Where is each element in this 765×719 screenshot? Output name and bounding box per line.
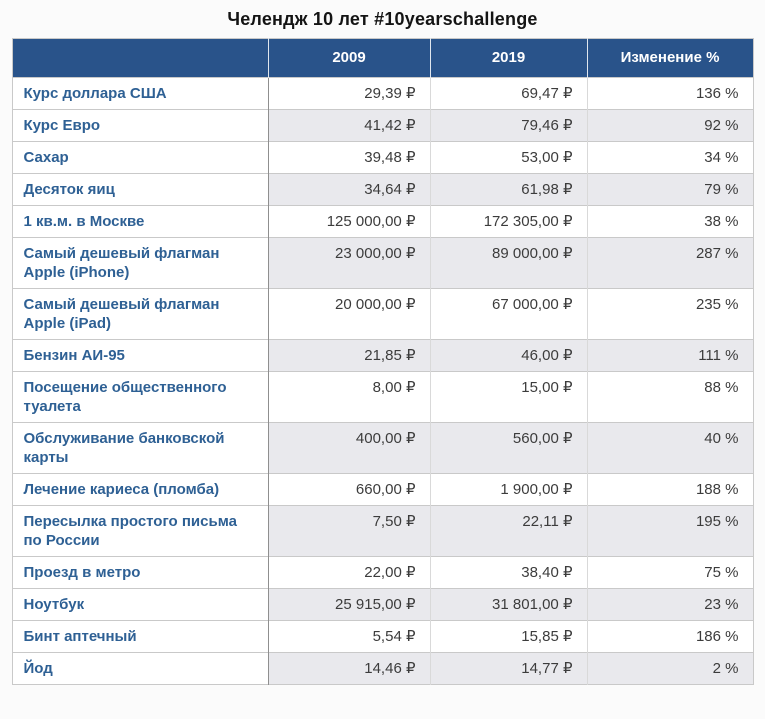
page — [0, 9, 765, 685]
value-2019: 15,00 ₽ — [430, 372, 587, 423]
value-2019: 61,98 ₽ — [430, 174, 587, 206]
value-change: 287 % — [587, 238, 753, 289]
row-label: Обслуживание банковской карты — [12, 423, 268, 474]
table-row — [12, 174, 753, 206]
header-row — [12, 39, 753, 78]
row-label: 1 кв.м. в Москве — [12, 206, 268, 238]
value-2009: 5,54 ₽ — [268, 621, 430, 653]
price-table — [12, 38, 754, 685]
value-change: 195 % — [587, 506, 753, 557]
value-2009: 29,39 ₽ — [268, 78, 430, 110]
value-2009: 8,00 ₽ — [268, 372, 430, 423]
table-row — [12, 238, 753, 289]
row-label: Проезд в метро — [12, 557, 268, 589]
value-2019: 31 801,00 ₽ — [430, 589, 587, 621]
value-change: 111 % — [587, 340, 753, 372]
row-label: Йод — [12, 653, 268, 685]
value-change: 75 % — [587, 557, 753, 589]
value-change: 34 % — [587, 142, 753, 174]
value-2019: 69,47 ₽ — [430, 78, 587, 110]
table-row — [12, 423, 753, 474]
row-label: Ноутбук — [12, 589, 268, 621]
row-label: Сахар — [12, 142, 268, 174]
value-2019: 67 000,00 ₽ — [430, 289, 587, 340]
table-row — [12, 142, 753, 174]
value-2019: 46,00 ₽ — [430, 340, 587, 372]
table-row — [12, 110, 753, 142]
value-2009: 7,50 ₽ — [268, 506, 430, 557]
header-cell-item — [12, 39, 268, 78]
value-change: 40 % — [587, 423, 753, 474]
table-body — [12, 78, 753, 685]
value-2009: 400,00 ₽ — [268, 423, 430, 474]
value-change: 188 % — [587, 474, 753, 506]
value-2019: 560,00 ₽ — [430, 423, 587, 474]
value-change: 38 % — [587, 206, 753, 238]
value-change: 186 % — [587, 621, 753, 653]
row-label: Десяток яиц — [12, 174, 268, 206]
value-2009: 22,00 ₽ — [268, 557, 430, 589]
value-2009: 125 000,00 ₽ — [268, 206, 430, 238]
header-cell-2019: 2019 — [430, 39, 587, 78]
value-change: 79 % — [587, 174, 753, 206]
value-2009: 41,42 ₽ — [268, 110, 430, 142]
value-2019: 172 305,00 ₽ — [430, 206, 587, 238]
table-row — [12, 621, 753, 653]
table-row — [12, 653, 753, 685]
table-row — [12, 506, 753, 557]
value-2019: 79,46 ₽ — [430, 110, 587, 142]
value-change: 92 % — [587, 110, 753, 142]
value-2019: 53,00 ₽ — [430, 142, 587, 174]
value-change: 235 % — [587, 289, 753, 340]
row-label: Самый дешевый флагман Apple (iPad) — [12, 289, 268, 340]
table-row — [12, 589, 753, 621]
header-cell-change: Изменение % — [587, 39, 753, 78]
row-label: Самый дешевый флагман Apple (iPhone) — [12, 238, 268, 289]
value-2019: 14,77 ₽ — [430, 653, 587, 685]
table-row — [12, 557, 753, 589]
value-2019: 89 000,00 ₽ — [430, 238, 587, 289]
header-cell-2009: 2009 — [268, 39, 430, 78]
value-2009: 25 915,00 ₽ — [268, 589, 430, 621]
table-row — [12, 289, 753, 340]
value-change: 23 % — [587, 589, 753, 621]
value-2009: 34,64 ₽ — [268, 174, 430, 206]
value-2019: 38,40 ₽ — [430, 557, 587, 589]
value-2009: 23 000,00 ₽ — [268, 238, 430, 289]
row-label: Пересылка простого письма по России — [12, 506, 268, 557]
value-2019: 22,11 ₽ — [430, 506, 587, 557]
value-change: 88 % — [587, 372, 753, 423]
value-2009: 21,85 ₽ — [268, 340, 430, 372]
value-2019: 15,85 ₽ — [430, 621, 587, 653]
table-row — [12, 474, 753, 506]
table-row — [12, 206, 753, 238]
row-label: Курс доллара США — [12, 78, 268, 110]
value-2009: 39,48 ₽ — [268, 142, 430, 174]
row-label: Курс Евро — [12, 110, 268, 142]
table-row — [12, 372, 753, 423]
row-label: Бензин АИ-95 — [12, 340, 268, 372]
table-row — [12, 78, 753, 110]
value-2019: 1 900,00 ₽ — [430, 474, 587, 506]
row-label: Лечение кариеса (пломба) — [12, 474, 268, 506]
value-2009: 14,46 ₽ — [268, 653, 430, 685]
value-change: 2 % — [587, 653, 753, 685]
table-row — [12, 340, 753, 372]
page-title: Челендж 10 лет #10yearschallenge — [227, 9, 538, 29]
row-label: Бинт аптечный — [12, 621, 268, 653]
row-label: Посещение общественного туалета — [12, 372, 268, 423]
value-2009: 660,00 ₽ — [268, 474, 430, 506]
value-2009: 20 000,00 ₽ — [268, 289, 430, 340]
value-change: 136 % — [587, 78, 753, 110]
